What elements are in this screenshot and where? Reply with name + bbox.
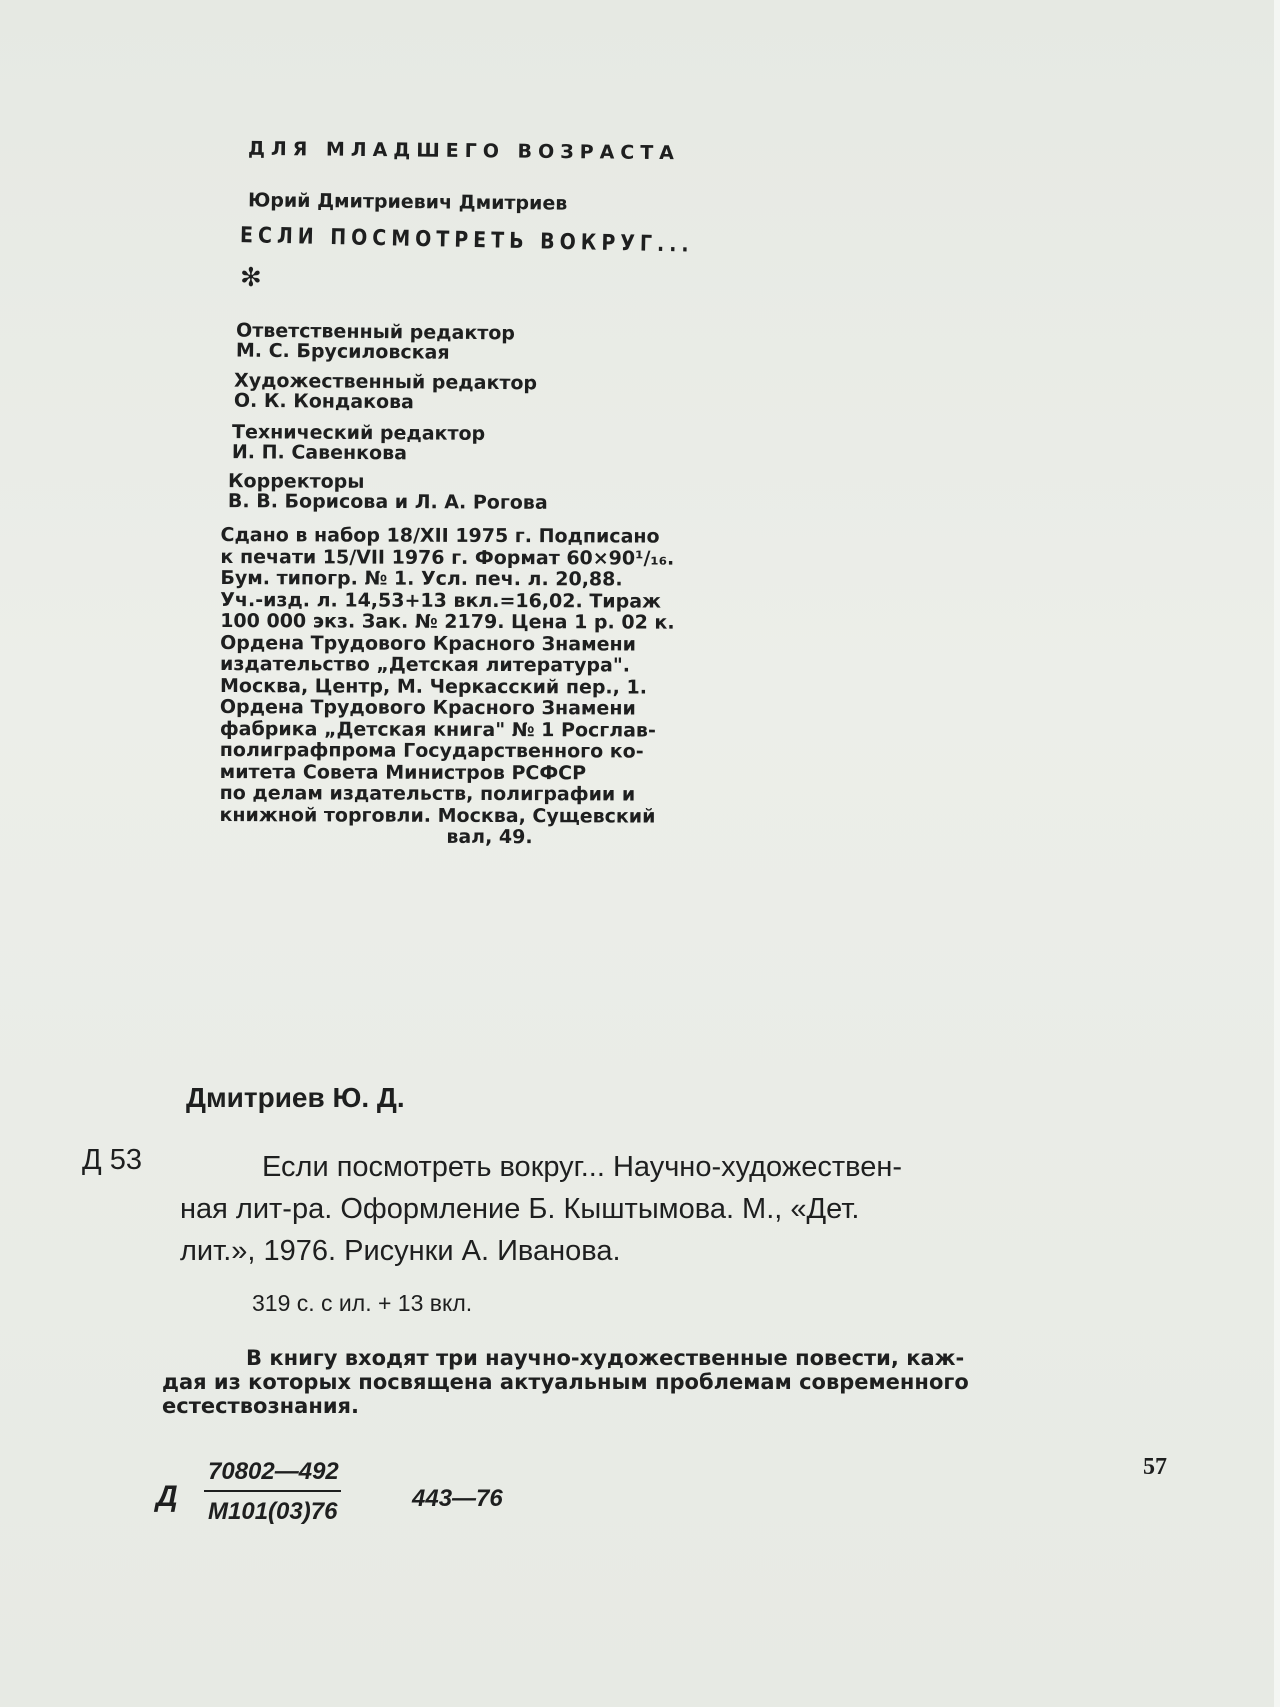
book-title: ЕСЛИ ПОСМОТРЕТЬ ВОКРУГ... bbox=[239, 222, 694, 258]
imprint-line: по делам издательств, полиграфии и bbox=[219, 782, 636, 806]
index-letter: Д bbox=[156, 1480, 178, 1513]
credit-role: Корректоры bbox=[227, 470, 365, 493]
index-denominator: М101(03)76 bbox=[208, 1498, 338, 1525]
imprint-line: полиграфпрома Государственного ко- bbox=[219, 739, 644, 763]
imprint-line: Ордена Трудового Красного Знамени bbox=[220, 631, 637, 656]
credit-role: Художественный редактор bbox=[233, 369, 538, 395]
annotation-line: естествознания. bbox=[162, 1394, 360, 1418]
credit-name: М. С. Брусиловская bbox=[235, 339, 450, 364]
credit-name: И. П. Савенкова bbox=[231, 441, 408, 465]
catalog-author-heading: Дмитриев Ю. Д. bbox=[186, 1082, 405, 1113]
bbk-code: 57 bbox=[1143, 1454, 1167, 1480]
catalog-description bbox=[180, 1146, 1120, 1272]
description-line: Если посмотреть вокруг... Научно-художествен- bbox=[262, 1151, 903, 1183]
credit-block-technical-editor bbox=[232, 422, 485, 464]
imprint-line: к печати 15/VII 1976 г. Формат 60×90¹/₁₆. bbox=[220, 545, 675, 570]
credit-role: Технический редактор bbox=[231, 421, 486, 445]
description-line: ная лит-ра. Оформление Б. Кыштымова. М., «Дет. bbox=[180, 1193, 860, 1225]
imprint-line: Сдано в набор 18/XII 1975 г. Подписано bbox=[220, 524, 660, 548]
separator-star-icon: ✻ bbox=[240, 262, 262, 292]
imprint-line: 100 000 экз. Зак. № 2179. Цена 1 р. 02 к. bbox=[220, 610, 675, 634]
annotation-line: В книгу входят три научно-художественные повести, каж- bbox=[246, 1346, 965, 1370]
annotation bbox=[162, 1346, 1172, 1418]
index-numerator: 70802—492 bbox=[204, 1458, 341, 1492]
credit-name: В. В. Борисова и Л. А. Рогова bbox=[227, 490, 548, 514]
imprint-block bbox=[219, 525, 760, 849]
imprint-line: книжной торговли. Москва, Сущевский bbox=[219, 803, 656, 828]
credit-block-responsible-editor bbox=[236, 321, 515, 364]
description-line: лит.», 1976. Рисунки А. Иванова. bbox=[180, 1235, 621, 1267]
imprint-line: Ордена Трудового Красного Знамени bbox=[219, 696, 636, 720]
credit-role: Ответственный редактор bbox=[235, 319, 516, 345]
annotation-line: дая из которых посвящена актуальным проблемам современного bbox=[162, 1370, 969, 1394]
credit-block-art-editor bbox=[234, 371, 537, 414]
index-suffix: 443—76 bbox=[412, 1485, 503, 1512]
imprint-line: издательство „Детская литература". bbox=[220, 653, 631, 677]
series-heading: ДЛЯ МЛАДШЕГО ВОЗРАСТА bbox=[247, 137, 681, 165]
index-fraction bbox=[204, 1458, 341, 1526]
imprint-line: Уч.-изд. л. 14,53+13 вкл.=16,02. Тираж bbox=[220, 588, 661, 613]
author-full-name: Юрий Дмитриевич Дмитриев bbox=[247, 189, 568, 215]
imprint-line: Бум. типогр. № 1. Усл. печ. л. 20,88. bbox=[220, 567, 623, 591]
imprint-line: вал, 49. bbox=[446, 825, 533, 849]
page-count: 319 с. с ил. + 13 вкл. bbox=[252, 1290, 473, 1316]
shelf-code: Д 53 bbox=[82, 1144, 142, 1176]
credit-block-proofreaders bbox=[228, 471, 548, 513]
imprint-line: Москва, Центр, М. Черкасский пер., 1. bbox=[219, 674, 647, 699]
credit-name: О. К. Кондакова bbox=[233, 389, 415, 414]
page-edge bbox=[1274, 0, 1280, 1707]
imprint-line: фабрика „Детская книга" № 1 Росглав- bbox=[219, 717, 656, 742]
imprint-line: митета Совета Министров РСФСР bbox=[219, 760, 587, 784]
